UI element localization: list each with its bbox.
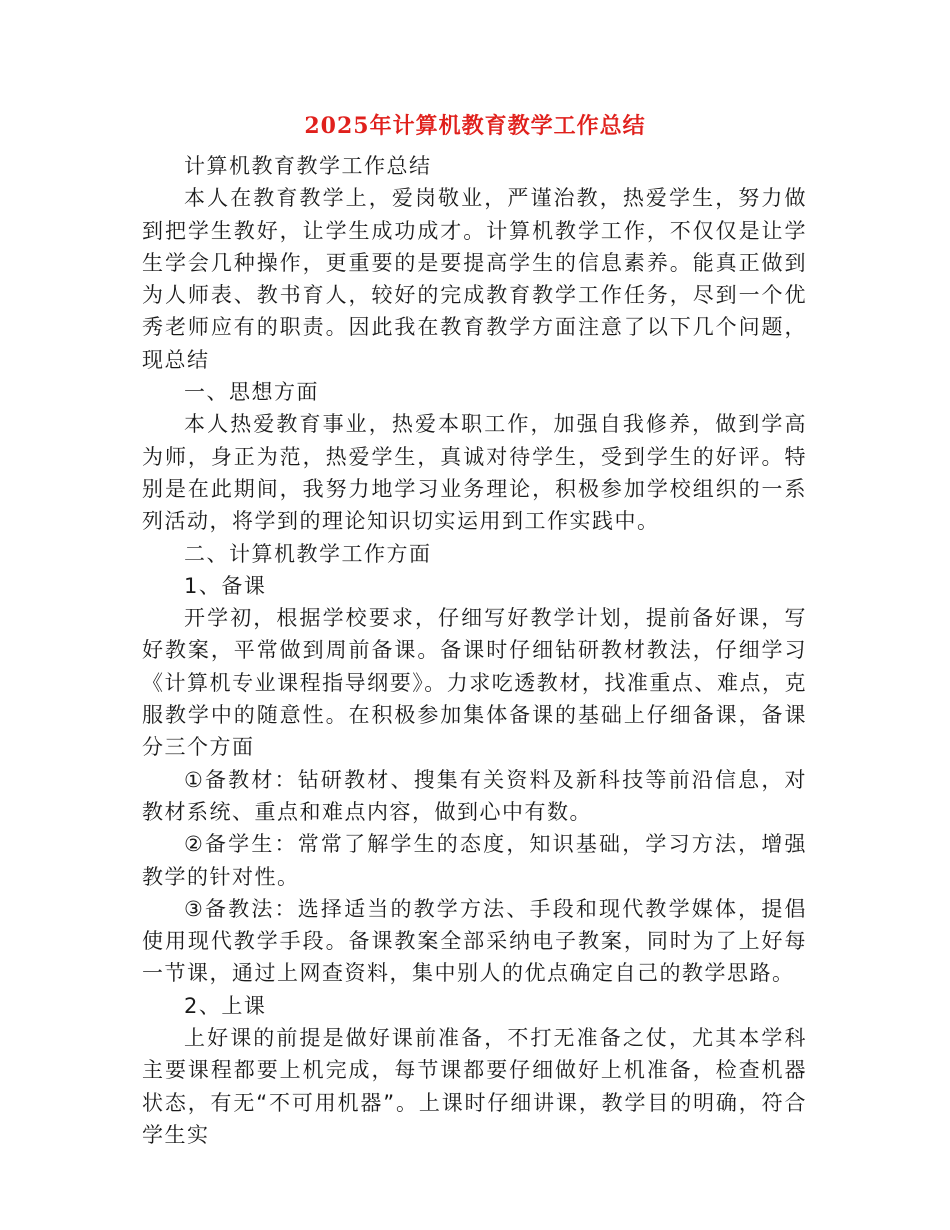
paragraph-lesson-prep: 开学初，根据学校要求，仔细写好教学计划，提前备好课，写好教案，平常做到周前备课。备课时仔细钻研教材教法，仔细学习《计算机专业课程指导纲要》。力求吃透教材，找准重点、难点，克服教学中的随意性。在积极参加集体备课的基础上仔细备课，备课分三个方面 xyxy=(142,606,807,760)
paragraph-prep-students: ②备学生：常常了解学生的态度，知识基础，学习方法，增强教学的针对性。 xyxy=(142,832,807,889)
paragraph-intro: 本人在教育教学上，爱岗敬业，严谨治教，热爱学生，努力做到把学生教好，让学生成功成才。计算机教学工作，不仅仅是让学生学会几种操作，更重要的是要提高学生的信息素养。能真正做到为人师表、教书育人，较好的完成教育教学工作任务，尽到一个优秀老师应有的职责。因此我在教育教学方面注意了以下几个问题，现总结 xyxy=(142,186,807,372)
heading-teaching-work: 二、计算机教学工作方面 xyxy=(184,541,432,566)
heading-lesson-prep: 1、备课 xyxy=(184,573,267,598)
paragraph-prep-methods: ③备教法：选择适当的教学方法、手段和现代教学媒体，提倡使用现代教学手段。备课教案全部采纳电子教案，同时为了上好每一节课，通过上网查资料，集中别人的优点确定自己的教学思路。 xyxy=(142,896,807,986)
heading-class: 2、上课 xyxy=(184,993,267,1018)
paragraph-ideology: 本人热爱教育事业，热爱本职工作，加强自我修养，做到学高为师，身正为范，热爱学生，真诚对待学生，受到学生的好评。特别是在此期间，我努力地学习业务理论，积极参加学校组织的一系列活动，将学到的理论知识切实运用到工作实践中。 xyxy=(142,412,807,534)
paragraph-subtitle: 计算机教育教学工作总结 xyxy=(184,154,432,178)
document-body xyxy=(142,150,807,1151)
paragraph-prep-materials: ①备教材：钻研教材、搜集有关资料及新科技等前沿信息，对教材系统、重点和难点内容，做到心中有数。 xyxy=(142,767,807,824)
document-title: 2025年计算机教育教学工作总结 xyxy=(304,113,646,139)
heading-ideology: 一、思想方面 xyxy=(184,380,319,405)
paragraph-class: 上好课的前提是做好课前准备，不打无准备之仗，尤其本学科主要课程都要上机完成，每节课都要仔细做好上机准备，检查机器状态，有无“不可用机器”。上课时仔细讲课，教学目的明确，符合学生实 xyxy=(142,1026,807,1147)
